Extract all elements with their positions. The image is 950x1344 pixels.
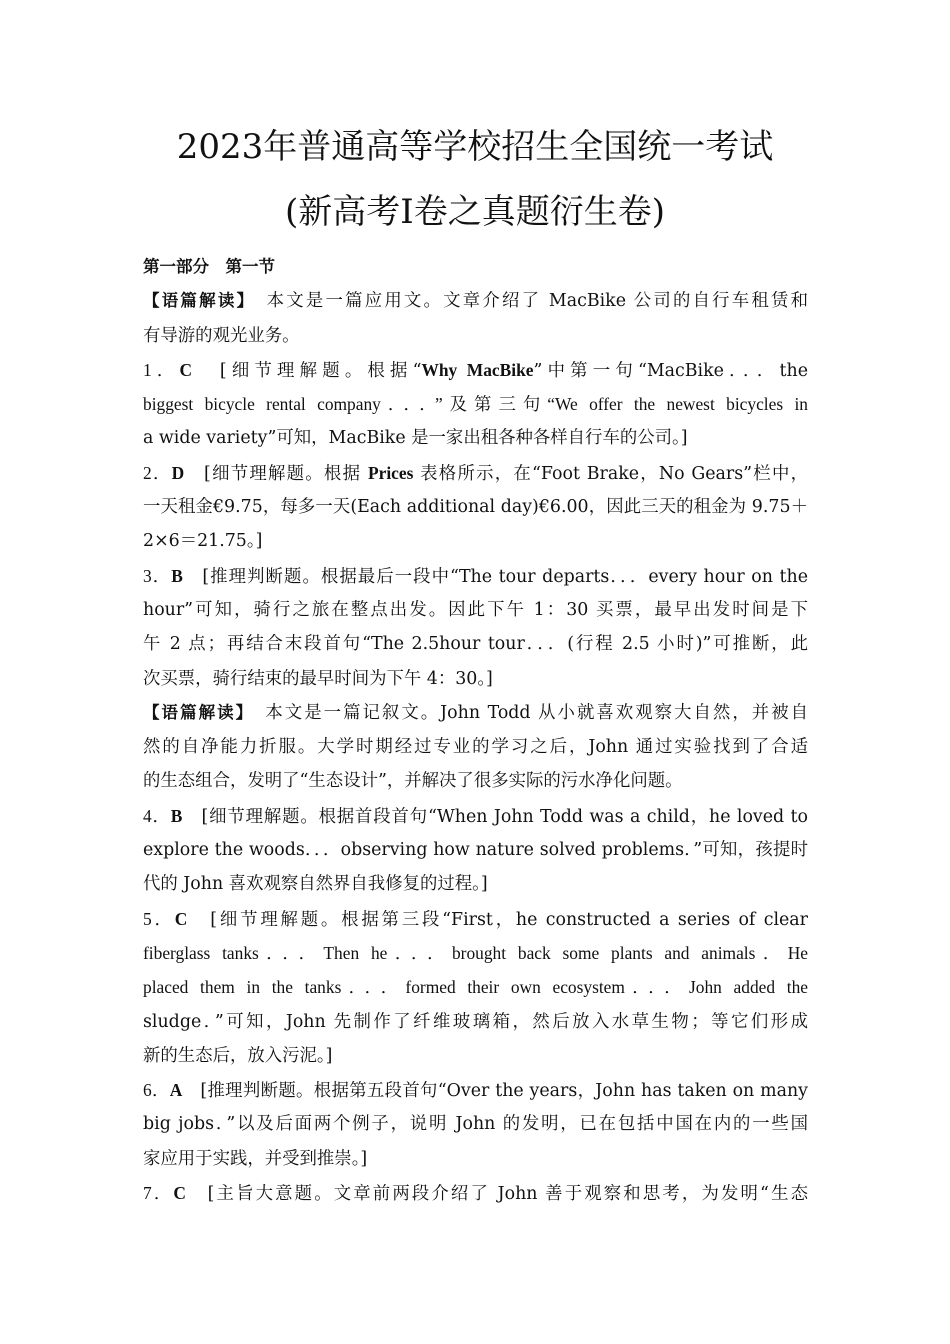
answer-item-7 bbox=[143, 1176, 808, 1210]
question-number: 4． bbox=[143, 805, 171, 826]
answer-item-6 bbox=[143, 1073, 808, 1107]
explanation-text: 新的生态后，放入污泥。] bbox=[143, 1045, 333, 1066]
answer-letter: B bbox=[170, 805, 183, 826]
document-subtitle: (新高考Ⅰ卷之真题衍生卷) bbox=[285, 192, 665, 232]
explanation-text: [细节理解题。根据 bbox=[184, 463, 368, 484]
section-heading: 第一部分 第一节 bbox=[143, 257, 275, 276]
explanation-text: 一天租金€9.75，每多一天(Each additional day)€6.00，因此三天的租金为 9.75＋ bbox=[143, 497, 808, 518]
question-number: 2． bbox=[143, 462, 172, 483]
explanation-text: biggest bicycle rental company．．．”及第三句“We offer the newest bicycles in bbox=[143, 394, 808, 415]
passage-text: 然的自净能力折服。大学时期经过专业的学习之后，John 通过实验找到了合适 bbox=[143, 737, 808, 758]
passage-intro-1 bbox=[143, 284, 808, 318]
passage-text: 的生态组合，发明了“生态设计”，并解决了很多实际的污水净化问题。 bbox=[143, 771, 683, 792]
question-number: 7． bbox=[143, 1183, 174, 1204]
explanation-text: 次买票，骑行结束的最早时间为下午 4：30。] bbox=[143, 668, 493, 689]
explanation-text: a wide variety”可知，MacBike 是一家出租各种各样自行车的公司。] bbox=[143, 428, 688, 449]
document-title: 2023年普通高等学校招生全国统一考试 bbox=[176, 127, 774, 167]
answer-item-2 bbox=[143, 456, 808, 490]
explanation-text: sludge．”可知，John 先制作了纤维玻璃箱，然后放入水草生物；等它们形成 bbox=[143, 1011, 808, 1032]
passage-tag: 【语篇解读】 bbox=[143, 702, 246, 722]
answer-letter: D bbox=[171, 462, 185, 483]
answer-letter: A bbox=[169, 1080, 183, 1101]
passage-intro-2 bbox=[143, 696, 808, 730]
question-number: 1． bbox=[143, 359, 180, 380]
bold-term: Why MacBike bbox=[421, 359, 534, 380]
explanation-text: big jobs．”以及后面两个例子，说明 John 的发明，已在包括中国在内的一些国 bbox=[143, 1114, 808, 1135]
answer-letter: C bbox=[179, 359, 193, 380]
explanation-text: [细节理解题。根据第三段“First，he constructed a series of clear bbox=[187, 909, 808, 930]
explanation-text: [推理判断题。根据最后一段中“The tour departs．．．every hour on the bbox=[182, 566, 808, 587]
answer-item-5 bbox=[143, 902, 808, 936]
question-number: 5． bbox=[143, 908, 175, 929]
passage-text: 本文是一篇应用文。文章介绍了 MacBike 公司的自行车租赁和 bbox=[247, 291, 808, 312]
explanation-text: fiberglass tanks．．．Then he．．．brought back some plants and animals．He bbox=[143, 942, 808, 963]
explanation-text: hour”可知，骑行之旅在整点出发。因此下午 1：30 买票，最早出发时间是下 bbox=[143, 599, 808, 620]
explanation-text: 2×6＝21.75。] bbox=[143, 531, 263, 552]
answer-item-1 bbox=[143, 353, 808, 387]
passage-text: 本文是一篇记叙文。John Todd 从小就喜欢观察大自然，并被自 bbox=[245, 702, 808, 723]
explanation-text: [细节理解题。根据首段首句“When John Todd was a child，he loved to bbox=[182, 806, 808, 827]
explanation-text: [主旨大意题。文章前两段介绍了 John 善于观察和思考，为发明“生态 bbox=[185, 1184, 808, 1205]
passage-text: 有导游的观光业务。 bbox=[143, 325, 300, 346]
answer-letter: C bbox=[174, 908, 188, 929]
explanation-text: placed them in the tanks．．．formed their own ecosystem．．．John added the bbox=[143, 977, 808, 998]
document-body bbox=[143, 250, 808, 1210]
answer-letter: B bbox=[171, 565, 183, 586]
answer-letter: C bbox=[173, 1183, 186, 1204]
explanation-text: [细节理解题。根据“ bbox=[192, 360, 422, 381]
explanation-text: 代的 John 喜欢观察自然界自我修复的过程。] bbox=[143, 874, 488, 895]
explanation-text: 午 2 点；再结合末段首句“The 2.5hour tour．．．(行程 2.5 小时)”可推断，此 bbox=[143, 634, 808, 655]
question-number: 6． bbox=[143, 1080, 170, 1101]
explanation-text: 表格所示，在“Foot Brake，No Gears”栏中， bbox=[413, 463, 808, 484]
explanation-text: 家应用于实践，并受到推崇。] bbox=[143, 1148, 368, 1169]
answer-item-3 bbox=[143, 559, 808, 593]
explanation-text: explore the woods．．．observing how nature solved problems．”可知，孩提时 bbox=[143, 840, 808, 861]
explanation-text: ”中第一句“MacBike．．．the bbox=[533, 360, 808, 381]
bold-term: Prices bbox=[368, 462, 414, 483]
passage-tag: 【语篇解读】 bbox=[143, 291, 248, 311]
answer-item-4 bbox=[143, 799, 808, 833]
explanation-text: [推理判断题。根据第五段首句“Over the years，John has taken on many bbox=[182, 1081, 808, 1102]
question-number: 3． bbox=[143, 565, 172, 586]
